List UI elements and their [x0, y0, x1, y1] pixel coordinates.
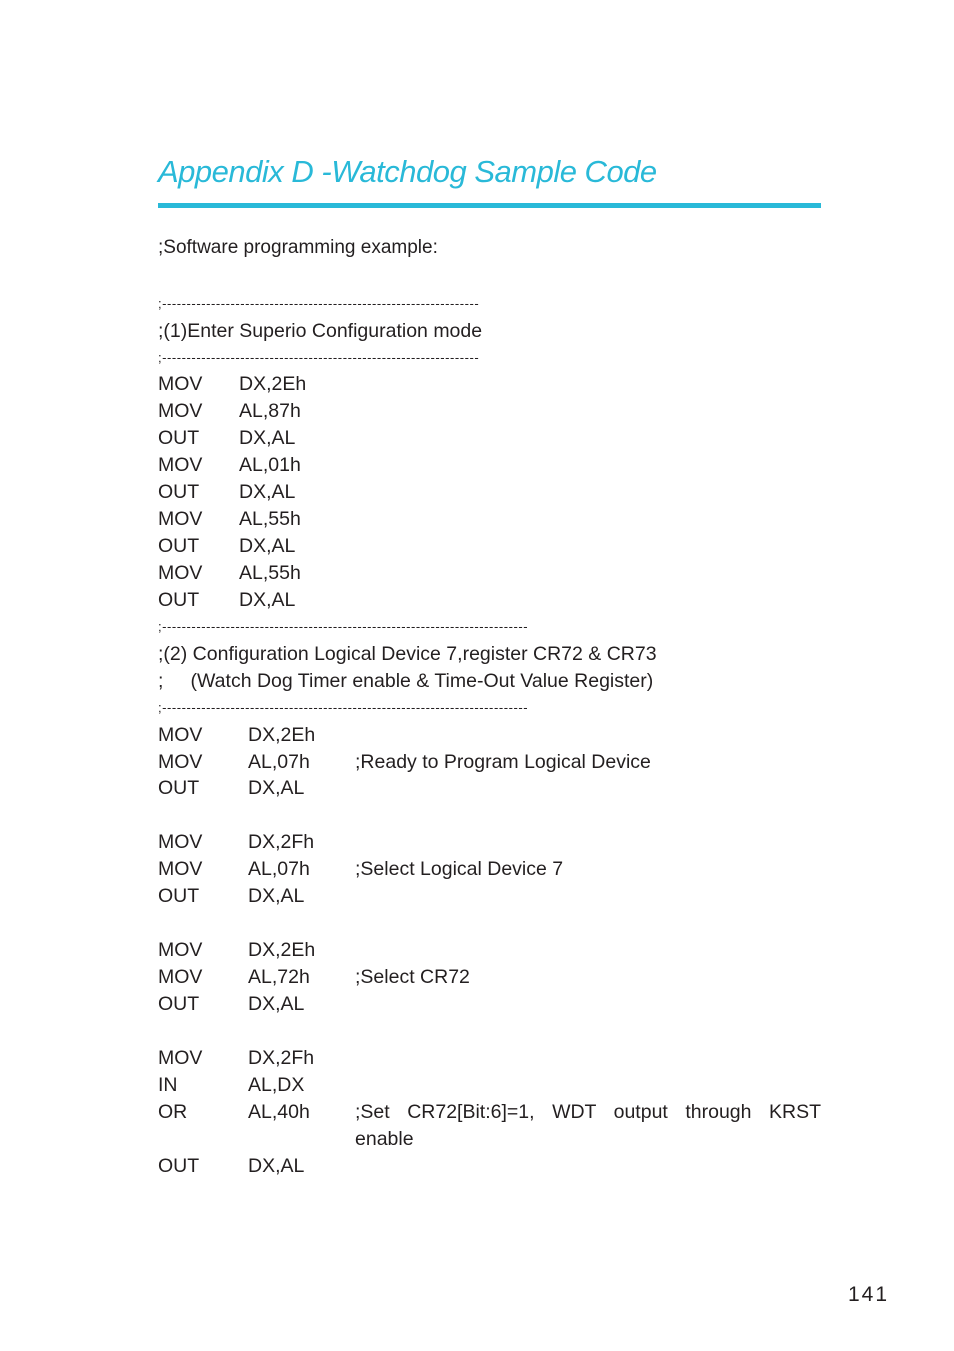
operand: DX,AL	[239, 427, 296, 449]
comment: ;Set CR72[Bit:6]=1, WDT output through KRST enable	[355, 1101, 821, 1150]
operand: DX,2Eh	[248, 939, 316, 961]
instruction: MOV	[158, 1047, 203, 1069]
instruction: OUT	[158, 535, 200, 557]
instruction: OUT	[158, 777, 200, 799]
instruction: OUT	[158, 589, 200, 611]
instruction: MOV	[158, 373, 203, 395]
section1-dash-top: ;-----------------------------------------------------------------	[158, 296, 480, 311]
instruction: OUT	[158, 481, 200, 503]
operand: DX,AL	[239, 481, 296, 503]
intro-text: ;Software programming example:	[158, 237, 438, 258]
title-rule	[158, 203, 821, 208]
instruction: MOV	[158, 400, 203, 422]
operand: AL,07h	[248, 751, 310, 773]
instruction: OUT	[158, 993, 200, 1015]
instruction: OR	[158, 1101, 188, 1123]
operand: DX,AL	[248, 993, 305, 1015]
operand: AL,40h	[248, 1101, 310, 1123]
instruction: IN	[158, 1074, 178, 1096]
operand: DX,AL	[248, 777, 305, 799]
comment: ;Select CR72	[355, 966, 470, 988]
section2-header-sub: ; (Watch Dog Timer enable & Time-Out Value Register)	[158, 670, 654, 692]
section1-dash-bottom: ;-----------------------------------------------------------------	[158, 350, 480, 365]
page-number: 141	[848, 1283, 890, 1306]
instruction: MOV	[158, 562, 203, 584]
instruction: MOV	[158, 751, 203, 773]
operand: AL,72h	[248, 966, 310, 988]
operand: DX,AL	[248, 1155, 305, 1177]
operand: DX,AL	[239, 535, 296, 557]
instruction: MOV	[158, 508, 203, 530]
operand: DX,2Eh	[239, 373, 307, 395]
section2-dash-top: ;---------------------------------------------------------------------------	[158, 619, 529, 634]
instruction: OUT	[158, 427, 200, 449]
operand: AL,07h	[248, 858, 310, 880]
instruction: OUT	[158, 885, 200, 907]
operand: DX,AL	[239, 589, 296, 611]
instruction: MOV	[158, 831, 203, 853]
operand: DX,2Fh	[248, 831, 315, 853]
section2-dash-bottom: ;---------------------------------------------------------------------------	[158, 700, 529, 715]
comment: ;Select Logical Device 7	[355, 858, 564, 880]
instruction: MOV	[158, 858, 203, 880]
section2-header: ;(2) Configuration Logical Device 7,register CR72 & CR73	[158, 643, 657, 665]
operand: AL,87h	[239, 400, 301, 422]
comment: ;Ready to Program Logical Device	[355, 751, 651, 773]
instruction: OUT	[158, 1155, 200, 1177]
instruction: MOV	[158, 966, 203, 988]
operand: DX,2Eh	[248, 724, 316, 746]
page-title: Appendix D -Watchdog Sample Code	[158, 154, 657, 189]
instruction: MOV	[158, 724, 203, 746]
operand: AL,DX	[248, 1074, 305, 1096]
section1-header: ;(1)Enter Superio Configuration mode	[158, 320, 483, 342]
instruction: MOV	[158, 454, 203, 476]
operand: DX,AL	[248, 885, 305, 907]
operand: AL,55h	[239, 508, 301, 530]
instruction: MOV	[158, 939, 203, 961]
operand: DX,2Fh	[248, 1047, 315, 1069]
operand: AL,01h	[239, 454, 301, 476]
operand: AL,55h	[239, 562, 301, 584]
